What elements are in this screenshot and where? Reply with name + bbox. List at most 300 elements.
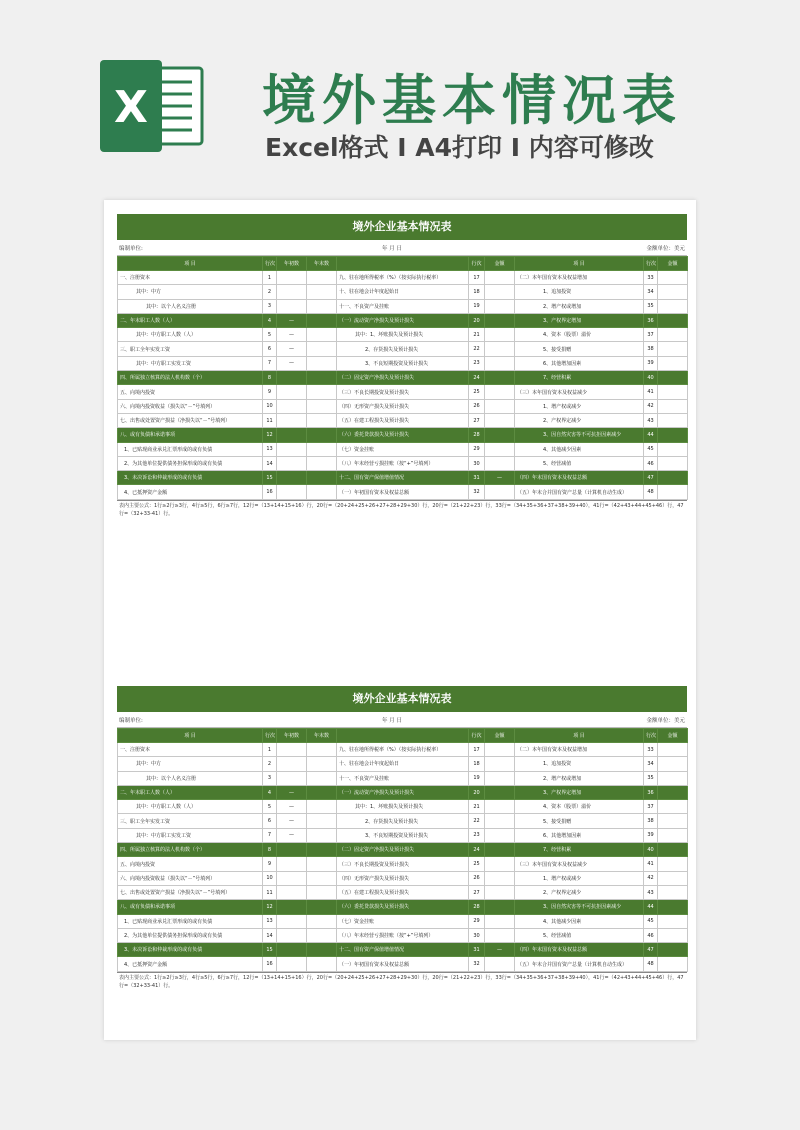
row-number-cell: 14	[263, 928, 277, 942]
table-row	[118, 285, 688, 299]
row-number-cell: 44	[644, 900, 658, 914]
row-number-cell: 20	[469, 313, 485, 327]
header-cell: 年初数	[277, 257, 307, 271]
begin-value-cell	[277, 743, 307, 757]
table-row	[118, 871, 688, 885]
amount-cell	[485, 385, 515, 399]
row-number-cell: 10	[263, 871, 277, 885]
excel-logo-icon	[100, 60, 205, 152]
row-number-cell: 34	[644, 757, 658, 771]
table-row	[118, 814, 688, 828]
item-cell: （五）年末合并国有资产总量（计算机自动生成）	[515, 957, 644, 971]
row-number-cell: 13	[263, 914, 277, 928]
end-value-cell	[307, 957, 337, 971]
row-number-cell: 11	[263, 413, 277, 427]
row-number-cell: 45	[644, 442, 658, 456]
item-cell: 九、驻在地所得税率（%）（按实际执行税率）	[337, 271, 469, 285]
item-cell: 四、所属独立核算的法人机构数（个）	[118, 371, 263, 385]
row-number-cell: 15	[263, 943, 277, 957]
end-value-cell	[307, 771, 337, 785]
amount-cell	[658, 285, 688, 299]
item-cell: （一）流动资产净损失及预计损失	[337, 785, 469, 799]
item-cell: （一）年初国有资本及权益总额	[337, 485, 469, 499]
item-cell: （二）固定资产净损失及预计损失	[337, 371, 469, 385]
row-number-cell: 28	[469, 900, 485, 914]
row-number-cell: 18	[469, 757, 485, 771]
sheet-info-row	[117, 240, 687, 256]
amount-cell	[658, 743, 688, 757]
begin-value-cell: —	[277, 800, 307, 814]
amount-cell	[658, 857, 688, 871]
item-cell: 八、或有负债和承诺事项	[118, 428, 263, 442]
row-number-cell: 36	[644, 785, 658, 799]
row-number-cell: 12	[263, 428, 277, 442]
item-cell: （八）年末经营亏损挂账（按“+”号填列）	[337, 928, 469, 942]
row-number-cell: 20	[469, 785, 485, 799]
item-cell: 2、增产权或增加	[515, 299, 644, 313]
item-cell: 2、存货损失及预计损失	[337, 342, 469, 356]
header-cell: 金额	[485, 257, 515, 271]
amount-cell	[658, 928, 688, 942]
row-number-cell: 37	[644, 328, 658, 342]
row-number-cell: 2	[263, 285, 277, 299]
begin-value-cell: —	[277, 328, 307, 342]
item-cell: 三、职工全年实发工资	[118, 814, 263, 828]
row-number-cell: 8	[263, 371, 277, 385]
amount-cell	[485, 928, 515, 942]
amount-cell	[658, 456, 688, 470]
begin-value-cell	[277, 771, 307, 785]
begin-value-cell	[277, 871, 307, 885]
row-number-cell: 7	[263, 356, 277, 370]
begin-value-cell	[277, 442, 307, 456]
sheet-info-row	[117, 712, 687, 728]
formula-footnote: 表内主要公式：1行≥2行≥3行，4行≥5行，6行≥7行，12行=（13+14+15+16）行，20行=（20+24+25+26+27+28+29+30）行，20行=（21+22+23）行，33行=（34+35+36+37+38+39+40），41行=（42+43+44+45+46）行，47行=（32+33-41）行。	[117, 500, 687, 519]
item-cell: （四）无形资产损失及预计损失	[337, 871, 469, 885]
item-cell: （二）本年国有资本及权益增加	[515, 743, 644, 757]
row-number-cell: 29	[469, 914, 485, 928]
row-number-cell: 1	[263, 743, 277, 757]
item-cell: （三）不良长期投资及预计损失	[337, 385, 469, 399]
begin-value-cell	[277, 943, 307, 957]
end-value-cell	[307, 371, 337, 385]
row-number-cell: 21	[469, 328, 485, 342]
amount-cell	[658, 900, 688, 914]
amount-cell	[485, 299, 515, 313]
header-cell: 年初数	[277, 729, 307, 743]
row-number-cell: 26	[469, 871, 485, 885]
item-cell: 3、不良短期投资及预计损失	[337, 828, 469, 842]
amount-cell	[658, 485, 688, 499]
item-cell: 2、增产权或增加	[515, 771, 644, 785]
item-cell: 1、已贴现商业承兑汇票形成的或有负债	[118, 442, 263, 456]
end-value-cell	[307, 943, 337, 957]
item-cell: 5、经营减值	[515, 456, 644, 470]
row-number-cell: 5	[263, 800, 277, 814]
row-number-cell: 15	[263, 471, 277, 485]
row-number-cell: 16	[263, 485, 277, 499]
table-row	[118, 371, 688, 385]
amount-cell	[658, 757, 688, 771]
amount-cell	[658, 371, 688, 385]
item-cell: 7、经营积累	[515, 371, 644, 385]
end-value-cell	[307, 757, 337, 771]
item-cell: 其中：以个人名义注册	[118, 299, 263, 313]
amount-cell	[658, 814, 688, 828]
amount-cell	[658, 471, 688, 485]
begin-value-cell	[277, 857, 307, 871]
row-number-cell: 41	[644, 385, 658, 399]
table-row	[118, 800, 688, 814]
date-label: 年 月 日	[382, 718, 402, 724]
header-cell: 行次	[263, 257, 277, 271]
amount-cell	[485, 900, 515, 914]
amount-cell	[485, 857, 515, 871]
table-row	[118, 785, 688, 799]
amount-cell	[658, 342, 688, 356]
row-number-cell: 28	[469, 428, 485, 442]
amount-cell	[658, 800, 688, 814]
item-cell: （四）年末国有资本及权益总额	[515, 943, 644, 957]
amount-cell: —	[485, 471, 515, 485]
item-cell: 1、增产权或减少	[515, 399, 644, 413]
table-row	[118, 885, 688, 899]
row-number-cell: 33	[644, 271, 658, 285]
item-cell: 3、不良短期投资及预计损失	[337, 356, 469, 370]
item-cell: 5、接受捐赠	[515, 814, 644, 828]
item-cell: 3、产权界定增加	[515, 313, 644, 327]
table-row	[118, 757, 688, 771]
row-number-cell: 23	[469, 356, 485, 370]
end-value-cell	[307, 442, 337, 456]
row-number-cell: 26	[469, 399, 485, 413]
table-row	[118, 313, 688, 327]
amount-cell	[485, 399, 515, 413]
end-value-cell	[307, 743, 337, 757]
begin-value-cell	[277, 385, 307, 399]
row-number-cell: 24	[469, 843, 485, 857]
row-number-cell: 11	[263, 885, 277, 899]
header-cell: 年末数	[307, 729, 337, 743]
amount-cell	[658, 442, 688, 456]
item-cell: 4、资本（股票）溢价	[515, 800, 644, 814]
table-row	[118, 743, 688, 757]
item-cell: （五）在建工程损失及预计损失	[337, 885, 469, 899]
document-paper	[104, 200, 696, 1040]
item-cell: 4、其他减少因素	[515, 442, 644, 456]
row-number-cell: 48	[644, 485, 658, 499]
header-cell	[337, 729, 469, 743]
row-number-cell: 44	[644, 428, 658, 442]
row-number-cell: 21	[469, 800, 485, 814]
table-row	[118, 914, 688, 928]
item-cell: 3、因自然灾害等不可抗拒因素减少	[515, 428, 644, 442]
table-row	[118, 843, 688, 857]
end-value-cell	[307, 299, 337, 313]
table-header-row	[118, 729, 688, 743]
end-value-cell	[307, 814, 337, 828]
table-row	[118, 342, 688, 356]
end-value-cell	[307, 413, 337, 427]
amount-cell	[485, 313, 515, 327]
header-cell: 项 目	[118, 729, 263, 743]
row-number-cell: 38	[644, 342, 658, 356]
item-cell: 2、存货损失及预计损失	[337, 814, 469, 828]
item-cell: 6、其他增加因素	[515, 828, 644, 842]
row-number-cell: 24	[469, 371, 485, 385]
begin-value-cell	[277, 928, 307, 942]
item-cell: 2、为其他单位提供债务担保形成的或有负债	[118, 456, 263, 470]
item-cell: 其中：1、坏账损失及预计损失	[337, 800, 469, 814]
amount-cell	[658, 843, 688, 857]
amount-cell	[658, 299, 688, 313]
row-number-cell: 17	[469, 743, 485, 757]
item-cell: 2、产权界定减少	[515, 885, 644, 899]
table-row	[118, 385, 688, 399]
item-cell: 五、向境内投资	[118, 857, 263, 871]
row-number-cell: 14	[263, 456, 277, 470]
header-cell: 项 目	[515, 257, 644, 271]
row-number-cell: 40	[644, 843, 658, 857]
amount-cell	[658, 957, 688, 971]
row-number-cell: 32	[469, 957, 485, 971]
item-cell: 3、未决诉讼和仲裁形成的或有负债	[118, 943, 263, 957]
table-row	[118, 399, 688, 413]
row-number-cell: 22	[469, 342, 485, 356]
row-number-cell: 8	[263, 843, 277, 857]
item-cell: 二、年末职工人数（人）	[118, 785, 263, 799]
item-cell: （三）不良长期投资及预计损失	[337, 857, 469, 871]
end-value-cell	[307, 456, 337, 470]
item-cell: （五）在建工程损失及预计损失	[337, 413, 469, 427]
amount-cell	[658, 914, 688, 928]
item-cell: 1、已贴现商业承兑汇票形成的或有负债	[118, 914, 263, 928]
row-number-cell: 17	[469, 271, 485, 285]
amount-cell	[658, 771, 688, 785]
row-number-cell: 33	[644, 743, 658, 757]
end-value-cell	[307, 399, 337, 413]
item-cell: 4、已抵押资产金额	[118, 957, 263, 971]
amount-cell	[485, 757, 515, 771]
item-cell: （四）年末国有资本及权益总额	[515, 471, 644, 485]
amount-cell	[485, 428, 515, 442]
item-cell: 其中：中方职工实发工资	[118, 828, 263, 842]
row-number-cell: 45	[644, 914, 658, 928]
end-value-cell	[307, 843, 337, 857]
row-number-cell: 40	[644, 371, 658, 385]
row-number-cell: 30	[469, 456, 485, 470]
item-cell: （六）委托贷款损失及预计损失	[337, 428, 469, 442]
amount-label: 金额单位：美元	[646, 246, 685, 252]
item-cell: （三）本年国有资本及权益减少	[515, 385, 644, 399]
table-row	[118, 471, 688, 485]
end-value-cell	[307, 356, 337, 370]
end-value-cell	[307, 328, 337, 342]
header-cell: 金额	[658, 257, 688, 271]
table-row	[118, 356, 688, 370]
row-number-cell: 3	[263, 771, 277, 785]
item-cell: （一）流动资产净损失及预计损失	[337, 313, 469, 327]
row-number-cell: 7	[263, 828, 277, 842]
item-cell: 十一、不良资产及挂账	[337, 771, 469, 785]
page-title: 境外基本情况表	[262, 69, 682, 132]
table-row	[118, 442, 688, 456]
begin-value-cell	[277, 271, 307, 285]
row-number-cell: 38	[644, 814, 658, 828]
begin-value-cell	[277, 885, 307, 899]
item-cell: 七、出售或处置资产损益（净损失以“－”号填列）	[118, 413, 263, 427]
end-value-cell	[307, 485, 337, 499]
item-cell: 6、其他增加因素	[515, 356, 644, 370]
row-number-cell: 16	[263, 957, 277, 971]
end-value-cell	[307, 313, 337, 327]
begin-value-cell	[277, 285, 307, 299]
row-number-cell: 30	[469, 928, 485, 942]
page-subtitle: Excel格式 I A4打印 I 内容可修改	[265, 133, 654, 162]
row-number-cell: 1	[263, 271, 277, 285]
item-cell: （二）本年国有资本及权益增加	[515, 271, 644, 285]
item-cell: 一、注册资本	[118, 271, 263, 285]
row-number-cell: 13	[263, 442, 277, 456]
sheet-title: 境外企业基本情况表	[117, 686, 687, 712]
end-value-cell	[307, 785, 337, 799]
begin-value-cell	[277, 471, 307, 485]
begin-value-cell: —	[277, 356, 307, 370]
begin-value-cell	[277, 413, 307, 427]
table-row	[118, 299, 688, 313]
end-value-cell	[307, 857, 337, 871]
amount-cell	[658, 385, 688, 399]
header-cell: 金额	[485, 729, 515, 743]
table-row	[118, 828, 688, 842]
end-value-cell	[307, 385, 337, 399]
begin-value-cell	[277, 399, 307, 413]
item-cell: 十二、国有资产保值增值情况	[337, 471, 469, 485]
end-value-cell	[307, 285, 337, 299]
end-value-cell	[307, 900, 337, 914]
header-cell: 行次	[644, 257, 658, 271]
table-row	[118, 857, 688, 871]
row-number-cell: 34	[644, 285, 658, 299]
item-cell: （七）资金挂账	[337, 442, 469, 456]
row-number-cell: 19	[469, 299, 485, 313]
row-number-cell: 43	[644, 413, 658, 427]
item-cell: 4、资本（股票）溢价	[515, 328, 644, 342]
amount-cell	[485, 285, 515, 299]
item-cell: 三、职工全年实发工资	[118, 342, 263, 356]
amount-cell	[658, 885, 688, 899]
item-cell: 六、向境内投资收益（损失以“－”号填列）	[118, 399, 263, 413]
row-number-cell: 29	[469, 442, 485, 456]
info-table	[117, 728, 688, 972]
amount-cell	[485, 456, 515, 470]
item-cell: 1、追加投资	[515, 285, 644, 299]
row-number-cell: 46	[644, 456, 658, 470]
row-number-cell: 46	[644, 928, 658, 942]
begin-value-cell: —	[277, 814, 307, 828]
begin-value-cell: —	[277, 828, 307, 842]
item-cell: 2、产权界定减少	[515, 413, 644, 427]
item-cell: （三）本年国有资本及权益减少	[515, 857, 644, 871]
header-cell: 行次	[644, 729, 658, 743]
item-cell: 二、年末职工人数（人）	[118, 313, 263, 327]
date-label: 年 月 日	[382, 246, 402, 252]
item-cell: 四、所属独立核算的法人机构数（个）	[118, 843, 263, 857]
row-number-cell: 9	[263, 857, 277, 871]
item-cell: 5、接受捐赠	[515, 342, 644, 356]
row-number-cell: 48	[644, 957, 658, 971]
item-cell: 4、其他减少因素	[515, 914, 644, 928]
amount-cell	[658, 271, 688, 285]
info-table	[117, 256, 688, 500]
item-cell: 其中：以个人名义注册	[118, 771, 263, 785]
formula-footnote: 表内主要公式：1行≥2行≥3行，4行≥5行，6行≥7行，12行=（13+14+15+16）行，20行=（20+24+25+26+27+28+29+30）行，20行=（21+22+23）行，33行=（34+35+36+37+38+39+40），41行=（42+43+44+45+46）行，47行=（32+33-41）行。	[117, 972, 687, 991]
amount-cell	[485, 371, 515, 385]
row-number-cell: 6	[263, 342, 277, 356]
row-number-cell: 31	[469, 943, 485, 957]
amount-cell	[485, 743, 515, 757]
amount-cell	[485, 328, 515, 342]
item-cell: 2、为其他单位提供债务担保形成的或有负债	[118, 928, 263, 942]
page-header	[0, 0, 800, 190]
item-cell: 其中：中方职工人数（人）	[118, 328, 263, 342]
item-cell: 其中：中方	[118, 757, 263, 771]
end-value-cell	[307, 885, 337, 899]
amount-cell	[658, 399, 688, 413]
row-number-cell: 47	[644, 943, 658, 957]
item-cell: 七、出售或处置资产损益（净损失以“－”号填列）	[118, 885, 263, 899]
row-number-cell: 39	[644, 356, 658, 370]
table-row	[118, 943, 688, 957]
item-cell: 其中：中方	[118, 285, 263, 299]
item-cell: （五）年末合并国有资产总量（计算机自动生成）	[515, 485, 644, 499]
header-cell: 项 目	[118, 257, 263, 271]
item-cell: （六）委托贷款损失及预计损失	[337, 900, 469, 914]
row-number-cell: 4	[263, 785, 277, 799]
row-number-cell: 2	[263, 757, 277, 771]
table-row	[118, 957, 688, 971]
begin-value-cell: —	[277, 342, 307, 356]
item-cell: 十一、不良资产及挂账	[337, 299, 469, 313]
row-number-cell: 23	[469, 828, 485, 842]
amount-cell	[658, 828, 688, 842]
end-value-cell	[307, 271, 337, 285]
begin-value-cell: —	[277, 313, 307, 327]
row-number-cell: 3	[263, 299, 277, 313]
item-cell: （一）年初国有资本及权益总额	[337, 957, 469, 971]
row-number-cell: 25	[469, 857, 485, 871]
amount-cell	[485, 785, 515, 799]
amount-cell	[485, 771, 515, 785]
end-value-cell	[307, 914, 337, 928]
unit-label: 编制单位:	[119, 718, 143, 724]
row-number-cell: 39	[644, 828, 658, 842]
table-row	[118, 928, 688, 942]
amount-cell	[485, 914, 515, 928]
begin-value-cell	[277, 957, 307, 971]
end-value-cell	[307, 342, 337, 356]
begin-value-cell	[277, 900, 307, 914]
row-number-cell: 4	[263, 313, 277, 327]
svg-text:X: X	[114, 82, 148, 133]
item-cell: （四）无形资产损失及预计损失	[337, 399, 469, 413]
table-row	[118, 485, 688, 499]
sheet-2	[117, 686, 687, 991]
end-value-cell	[307, 871, 337, 885]
amount-cell	[485, 485, 515, 499]
amount-cell	[485, 843, 515, 857]
amount-cell	[485, 413, 515, 427]
